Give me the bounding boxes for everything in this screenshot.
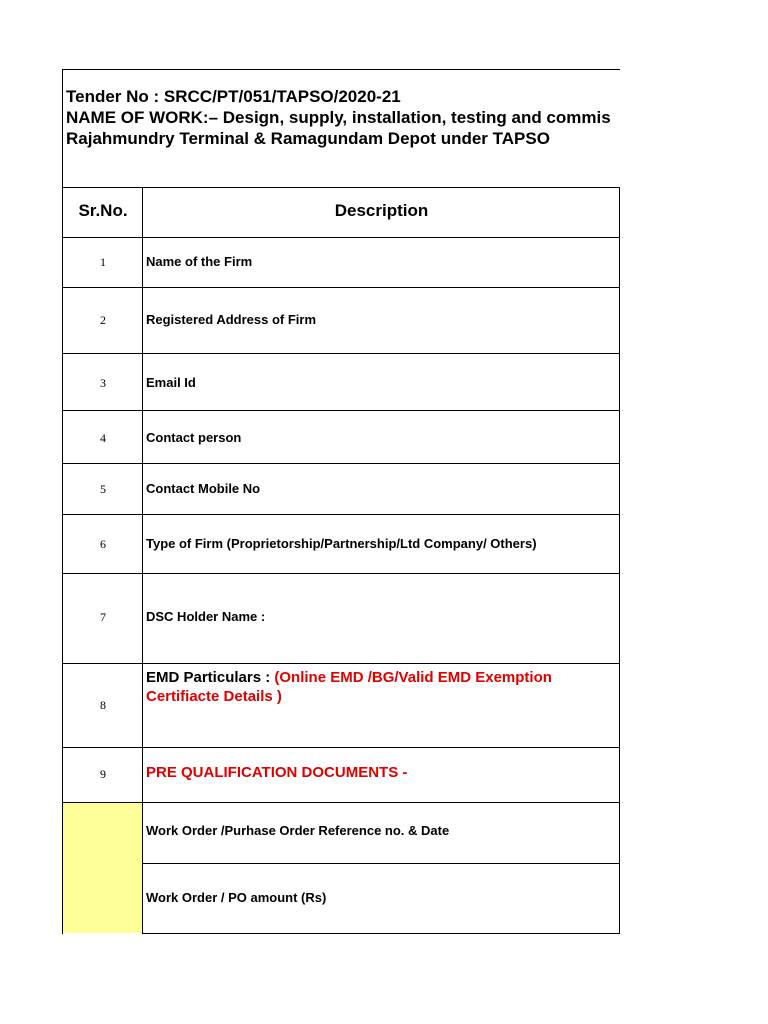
row-number: 2 [100, 313, 106, 327]
right-border [619, 187, 620, 934]
table-line [62, 514, 620, 515]
column-divider [142, 187, 143, 934]
table-line [62, 187, 620, 188]
row-description: Registered Address of Firm [146, 312, 317, 327]
highlight-cell [63, 803, 143, 933]
row-number: 5 [100, 482, 106, 496]
emd-label: EMD Particulars : [146, 669, 271, 686]
row-description: Email Id [146, 375, 196, 390]
row-description: Work Order /Purhase Order Reference no. & Date [146, 823, 450, 838]
row-description: DSC Holder Name : [146, 609, 266, 624]
table-line [62, 573, 620, 574]
column-header-description: Description [334, 201, 429, 220]
table-line [62, 353, 620, 354]
emd-note: (Online EMD /BG/Valid EMD Exemption Certifiacte Details ) [146, 669, 552, 705]
row-number: 9 [100, 767, 106, 781]
name-of-work: NAME OF WORK:– Design, supply, installation, testing and commis [66, 108, 611, 127]
row-number: 3 [100, 376, 106, 390]
column-header-srno: Sr.No. [78, 201, 128, 220]
table-line [62, 747, 620, 748]
table-line [62, 463, 620, 464]
row-description: Type of Firm (Proprietorship/Partnership/Ltd Company/ Others) [146, 536, 537, 551]
tender-number: Tender No : SRCC/PT/051/TAPSO/2020-21 [66, 87, 401, 106]
row-description: Work Order / PO amount (Rs) [146, 890, 327, 905]
table-line [143, 863, 620, 864]
top-border [62, 69, 620, 70]
table-line [62, 802, 620, 803]
table-line [143, 933, 620, 934]
left-border [62, 69, 63, 934]
row-number: 8 [100, 698, 106, 712]
row-number: 6 [100, 537, 106, 551]
table-line [62, 287, 620, 288]
table-line [62, 237, 620, 238]
table-line [62, 410, 620, 411]
row-number: 1 [100, 255, 106, 269]
row-number: 4 [100, 431, 106, 445]
row-description: Contact Mobile No [146, 481, 261, 496]
table-line [62, 663, 620, 664]
row-description [146, 668, 616, 706]
row-description: Name of the Firm [146, 254, 253, 269]
row-number: 7 [100, 610, 106, 624]
row-description: Contact person [146, 430, 242, 445]
pre-qualification-heading: PRE QUALIFICATION DOCUMENTS - [146, 764, 408, 781]
work-location: Rajahmundry Terminal & Ramagundam Depot under TAPSO [66, 129, 550, 148]
